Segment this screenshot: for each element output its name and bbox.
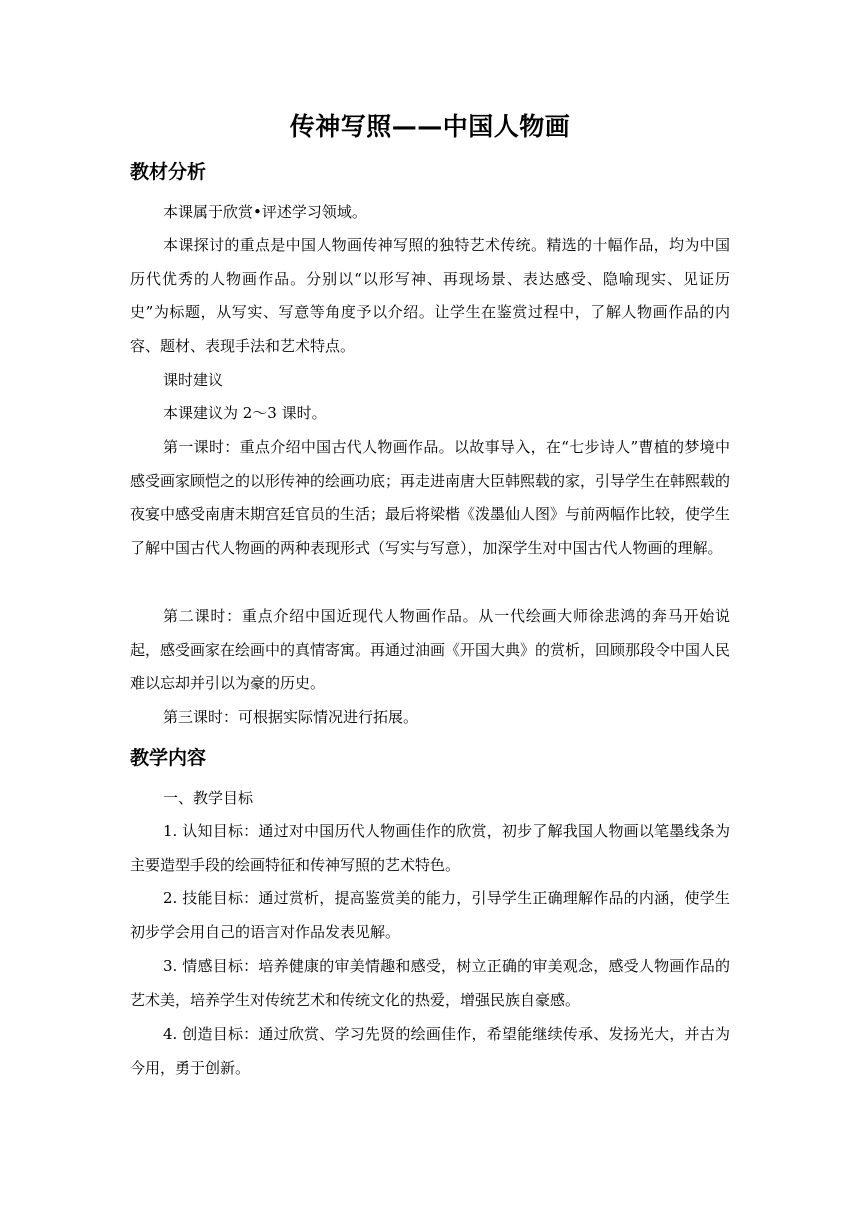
- paragraph: 3. 情感目标：培养健康的审美情趣和感受，树立正确的审美观念，感受人物画作品的艺术美，培养学生对传统艺术和传统文化的热爱，增强民族自豪感。: [130, 957, 730, 1009]
- paragraph: 第一课时：重点介绍中国古代人物画作品。以故事导入，在“七步诗人”曹植的梦境中感受画家顾恺之的以形传神的绘画功底；再走进南唐大臣韩熙载的家，引导学生在韩熙载的夜宴中感受南唐末期宫廷官员的生活；最后将梁楷《泼墨仙人图》与前两幅作比较，使学生了解中国古代人物画的两种表现形式（写实与写意），加深学生对中国古代人物画的理解。: [130, 438, 731, 557]
- paragraph: 本课建议为 2～3 课时。: [163, 404, 327, 422]
- paragraph: 一、教学目标: [163, 789, 254, 807]
- paragraph: 第二课时：重点介绍中国近现代人物画作品。从一代绘画大师徐悲鸿的奔马开始说起，感受画家在绘画中的真情寄寓。再通过油画《开国大典》的赏析，回顾那段令中国人民难以忘却并引以为豪的历史。: [130, 607, 731, 692]
- paragraph: 课时建议: [163, 371, 224, 389]
- paragraph: 本课探讨的重点是中国人物画传神写照的独特艺术传统。精选的十幅作品，均为中国历代优秀的人物画作品。分别以“以形写神、再现场景、表达感受、隐喻现实、见证历史”为标题，从写实、写意等角度予以介绍。让学生在鉴赏过程中，了解人物画作品的内容、题材、表现手法和艺术特点。: [130, 236, 730, 355]
- paragraph: 1. 认知目标：通过对中国历代人物画佳作的欣赏，初步了解我国人物画以笔墨线条为主要造型手段的绘画特征和传神写照的艺术特色。: [130, 822, 730, 874]
- paragraph: 本课属于欣赏•评述学习领域。: [163, 203, 367, 221]
- paragraph: 第三课时：可根据实际情况进行拓展。: [163, 708, 419, 726]
- section-heading-teaching-content: 教学内容: [130, 747, 207, 769]
- section-heading-textbook-analysis: 教材分析: [130, 161, 207, 183]
- document-title: 传神写照——中国人物画: [289, 112, 571, 141]
- paragraph: 2. 技能目标：通过赏析，提高鉴赏美的能力，引导学生正确理解作品的内涵，使学生初步学会用自己的语言对作品发表见解。: [130, 889, 730, 941]
- paragraph: 4. 创造目标：通过欣赏、学习先贤的绘画佳作，希望能继续传承、发扬光大，并古为今用，勇于创新。: [130, 1025, 730, 1077]
